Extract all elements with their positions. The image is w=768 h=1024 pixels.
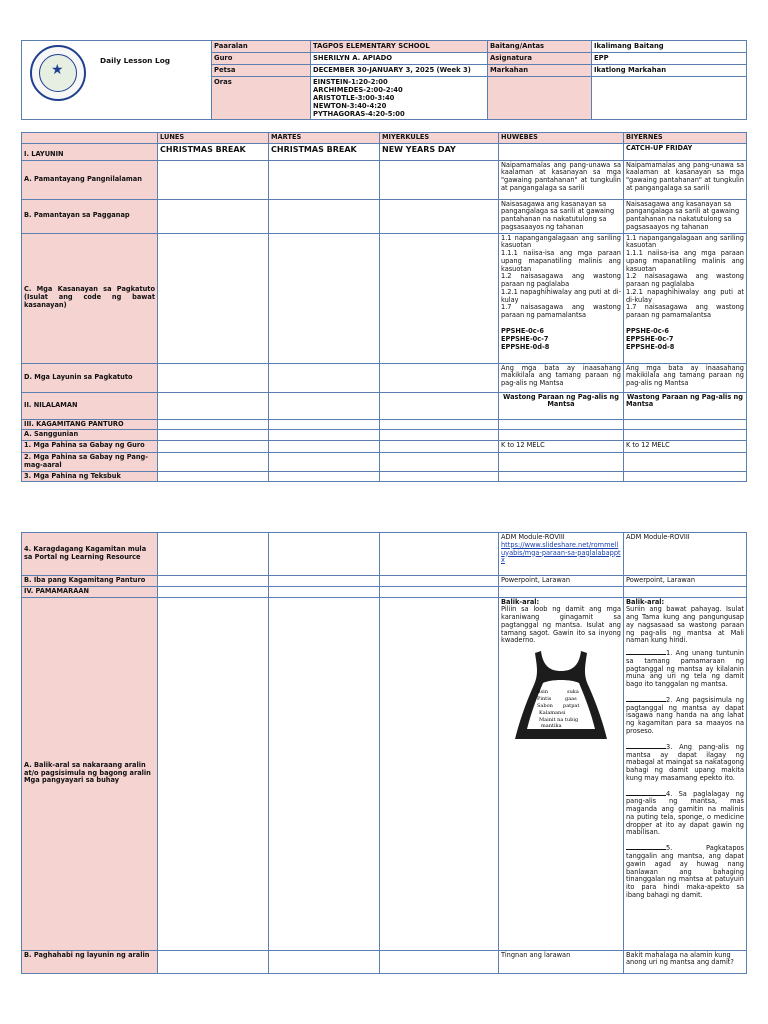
quiz-item: 5. Pagkatapos tanggalin ang mantsa, ang dapat gawin agad ay huwag nang banlawan ang bahaging tinanggalan ng mantsa at patuyuin ito para hindi maka-apekto sa ibang bahagi ng damit. <box>626 844 744 899</box>
label-oras: Oras <box>212 77 311 120</box>
quiz-item: 4. Sa paglalagay ng pang-alis ng mantsa, mas maganda ang gamitin na malinis na puting tela, sponge, o medicine dropper at ito ay dapat gawin ng mabilisan. <box>626 789 744 837</box>
dress-word: suka <box>567 689 579 696</box>
day-note: CATCH-UP FRIDAY <box>624 143 747 160</box>
oras-line: ARISTOTLE-3:00-3:40 <box>313 94 395 103</box>
label-balik-aral: A. Balik-aral sa nakaraang aralin at/o pagsisimula ng bagong aralin Mga pangyayari sa buhay <box>22 597 158 950</box>
dress-word: Sabon <box>537 703 553 710</box>
label-gabay-guro: 1. Mga Pahina sa Gabay ng Guro <box>22 441 158 453</box>
label-baitang: Baitang/Antas <box>488 41 592 53</box>
value-paaralan: TAGPOS ELEMENTARY SCHOOL <box>311 41 488 53</box>
label-teksbuk: 3. Mga Pahina ng Teksbuk <box>22 471 158 482</box>
day-header: LUNES <box>158 133 269 144</box>
dress-word: Mainit na tubig <box>539 717 579 724</box>
label-sanggunian: A. Sanggunian <box>22 430 158 441</box>
kasanayan-biyernes: 1.1 napangangalagaan ang sariling kasuotan 1.1.1 naiisa-isa ang mga paraan upang mapanatiling malinis ang kasuotan 1.2 naisasagawa ang wastong paraan ng paglalaba 1.2.1 napaghihiwalay ang puti at di-kulay 1.7 naisasagawa ang wastong paraan ng pamamalantsa PPSHE-0c-6 EPPSHE-0c-7 EPPSHE-0d-8 <box>624 233 747 363</box>
label-layunin-pagkatuto: D. Mga Layunin sa Pagkatuto <box>22 363 158 392</box>
day-note: NEW YEARS DAY <box>380 143 499 160</box>
gabay-guro-huwebes: K to 12 MELC <box>499 441 624 453</box>
competency-code: PPSHE-0c-6 <box>501 327 544 336</box>
layunin-text-biyernes: Ang mga bata ay inaasahang makikilala ang tamang paraan ng pag-alis ng Mantsa <box>624 363 747 392</box>
layunin-text-huwebes: Ang mga bata ay inaasahang makikilala ang tamang paraan ng pag-alis ng Mantsa <box>499 363 624 392</box>
oras-line: ARCHIMEDES-2:00-2:40 <box>313 86 403 95</box>
paghahabi-biyernes: Bakit mahalaga na alamin kung anong uri ng mantsa ang damit? <box>624 950 747 973</box>
quiz-item: 1. Ang unang tuntunin sa tamang pamamaraan ng pagtanggal ng mantsa ay kilalanin muna ang uri ng tela ng damit bago ito tanggalan ng mantsa. <box>626 649 744 689</box>
dress-word: mantika <box>541 723 562 730</box>
day-header: MARTES <box>269 133 380 144</box>
balik-aral-biyernes: Balik-aral: Suriin ang bawat pahayag. Isulat ang Tama kung ang pangungusap ay nagsasaad sa wastong paraan ng pag-alis ng mantsa at Mali naman kung hindi. 1. Ang unang tuntunin sa tamang pamamaraan ng pagtanggal ng mantsa ay kilalanin muna ang uri ng tela ng damit bago ito tanggalan ng mantsa. 2. Ang pagsisimula ng pagtanggal ng mantsa ay dapat isagawa nang handa na ang lahat ng kagamitan para sa maayos na proseso. 3. Ang pang-alis ng mantsa ay dapat ilagay ng mabagal at maingat sa nakatagong bahagi ng damit upang makita kung may masamang epekto ito. 4. Sa paglalagay ng pang-alis ng mantsa, mas maganda ang gamitin na malinis na puting tela, sponge, o medicine dropper at ito ay dapat gawin ng mabilisan. 5. Pagkatapos tanggalin ang mantsa, ang dapat gawin agad ay huwag nang banlawan ang bahaging tinanggalan ng mantsa at patuyuin ito para hindi maka-apekto sa ibang bahagi ng damit. <box>624 597 747 950</box>
label-kagamitan: III. KAGAMITANG PANTURO <box>22 419 158 430</box>
dress-word: Kalamansi <box>539 710 566 717</box>
balik-aral-instructions: Piliin sa loob ng damit ang mga karaniwang ginagamit sa pagtanggal ng mantsa. Isulat ang tamang sagot. Gawin ito sa inyong kwaderno. <box>501 605 621 645</box>
pamantayang-text-biyernes: Naipamamalas ang pang-unawa sa kaalaman at kasanayan sa mga "gawaing pantahanan" at tungkulin at pangangalaga sa sarili <box>624 160 747 199</box>
logo-cell <box>22 41 212 120</box>
oras-line: PYTHAGORAS-4:20-5:00 <box>313 110 405 119</box>
competency-code: EPPSHE-0c-7 <box>626 334 674 343</box>
pagganap-text-huwebes: Naisasagawa ang kasanayan sa pangangalaga sa sarili at gawaing pantahanan na nakatutulong sa pagsasaayos ng tahanan <box>499 199 624 233</box>
day-header: MIYERKULES <box>380 133 499 144</box>
competency-code: EPPSHE-0c-7 <box>501 334 549 343</box>
label-iba-kagamitan: B. Iba pang Kagamitang Panturo <box>22 576 158 587</box>
day-note: CHRISTMAS BREAK <box>269 143 380 160</box>
balik-aral-title: Balik-aral: <box>501 597 540 606</box>
dress-word: gaas <box>565 696 577 703</box>
kasanayan-huwebes: 1.1 napangangalagaan ang sariling kasuotan 1.1.1 naiisa-isa ang mga paraan upang mapanatiling malinis ang kasuotan 1.2 naisasagawa ang wastong paraan ng paglalaba 1.2.1 napaghihiwalay ang puti at di-kulay 1.7 naisasagawa ang wastong paraan ng pamamalantsa PPSHE-0c-6 EPPSHE-0c-7 EPPSHE-0d-8 <box>499 233 624 363</box>
label-paghahabi: B. Paghahabi ng layunin ng aralin <box>22 950 158 973</box>
label-pamantayan-pagganap: B. Pamantayan sa Pagganap <box>22 199 158 233</box>
dress-word: patpat <box>563 703 580 710</box>
pamantayang-text-huwebes: Naipamamalas ang pang-unawa sa kaalaman at kasanayan sa mga "gawaing pantahanan" at tungkulin at pangangalaga sa sarili <box>499 160 624 199</box>
slideshare-link[interactable]: https://www.slideshare.net/rommelluyabis/mga-paraan-sa-paglalabapptx <box>501 540 621 565</box>
label-kasanayan: C. Mga Kasanayan sa Pagkatuto (Isulat ang code ng bawat kasanayan) <box>22 233 158 363</box>
label-asignatura: Asignatura <box>488 53 592 65</box>
label-paaralan: Paaralan <box>212 41 311 53</box>
competency-code: PPSHE-0c-6 <box>626 327 669 336</box>
document-title: Daily Lesson Log <box>100 56 171 65</box>
day-note <box>499 143 624 160</box>
lesson-table-part2 <box>21 532 747 974</box>
empty-cell <box>592 77 747 120</box>
karagdagang-biyernes: ADM Module-ROVIII <box>624 533 747 576</box>
empty-cell <box>22 133 158 144</box>
paghahabi-huwebes: Tingnan ang larawan <box>499 950 624 973</box>
quiz-item: 2. Ang pagsisimula ng pagtanggal ng mantsa ay dapat isagawa nang handa na ang lahat ng kagamitan para sa maayos na proseso. <box>626 695 744 736</box>
nilalaman-huwebes: Wastong Paraan ng Pag-alis ng Mantsa <box>499 392 624 419</box>
day-note: CHRISTMAS BREAK <box>158 143 269 160</box>
label-pamamaraan: IV. PAMAMARAAN <box>22 586 158 597</box>
competency-code: EPPSHE-0d-8 <box>501 342 550 351</box>
iba-huwebes: Powerpoint, Larawan <box>499 576 624 587</box>
oras-line: EINSTEIN-1:20-2:00 <box>313 78 388 86</box>
empty-cell <box>488 77 592 120</box>
quiz-item: 3. Ang pang-alis ng mantsa ay dapat ilagay ng mabagal at maingat sa nakatagong bahagi ng damit upang makita kung may masamang epekto ito. <box>626 742 744 782</box>
dress-word: Pintis <box>537 696 552 703</box>
label-guro: Guro <box>212 53 311 65</box>
value-guro: SHERILYN A. APIADO <box>311 53 488 65</box>
header-table <box>21 40 747 120</box>
value-oras <box>311 77 488 120</box>
label-nilalaman: II. NILALAMAN <box>22 392 158 419</box>
balik-aral-intro: Suriin ang bawat pahayag. Isulat ang Tama kung ang pangungusap ay nagsasaad sa wastong paraan ng pag-alis ng mantsa at Mali naman kung hindi. <box>626 605 744 645</box>
day-header: HUWEBES <box>499 133 624 144</box>
day-header: BIYERNES <box>624 133 747 144</box>
value-petsa: DECEMBER 30-JANUARY 3, 2025 (Week 3) <box>311 65 488 77</box>
nilalaman-biyernes: Wastong Paraan ng Pag-alis ng Mantsa <box>624 392 747 419</box>
label-karagdagang-kagamitan: 4. Karagdagang Kagamitan mula sa Portal ng Learning Resource <box>22 533 158 576</box>
competency-code: EPPSHE-0d-8 <box>626 342 675 351</box>
value-baitang: Ikalimang Baitang <box>592 41 747 53</box>
value-asignatura: EPP <box>592 53 747 65</box>
deped-seal-logo: ★ <box>30 45 86 101</box>
label-markahan: Markahan <box>488 65 592 77</box>
iba-biyernes: Powerpoint, Larawan <box>624 576 747 587</box>
label-pamantayang-pangnilalaman: A. Pamantayang Pangnilalaman <box>22 160 158 199</box>
karagdagang-huwebes: ADM Module-ROVIII https://www.slideshare.net/rommelluyabis/mga-paraan-sa-paglalabapptx <box>499 533 624 576</box>
label-petsa: Petsa <box>212 65 311 77</box>
value-markahan: Ikatlong Markahan <box>592 65 747 77</box>
dress-illustration <box>511 647 611 743</box>
dress-word: Asin <box>537 689 548 696</box>
section-layunin: I. LAYUNIN <box>22 143 158 160</box>
oras-line: NEWTON-3:40-4:20 <box>313 102 387 111</box>
lesson-table-part1 <box>21 132 747 482</box>
balik-aral-huwebes <box>499 597 624 950</box>
label-gabay-aaral: 2. Mga Pahina sa Gabay ng Pang-mag-aaral <box>22 453 158 472</box>
gabay-guro-biyernes: K to 12 MELC <box>624 441 747 453</box>
pagganap-text-biyernes: Naisasagawa ang kasanayan sa pangangalaga sa sarili at gawaing pantahanan na nakatutulong sa pagsasaayos ng tahanan <box>624 199 747 233</box>
